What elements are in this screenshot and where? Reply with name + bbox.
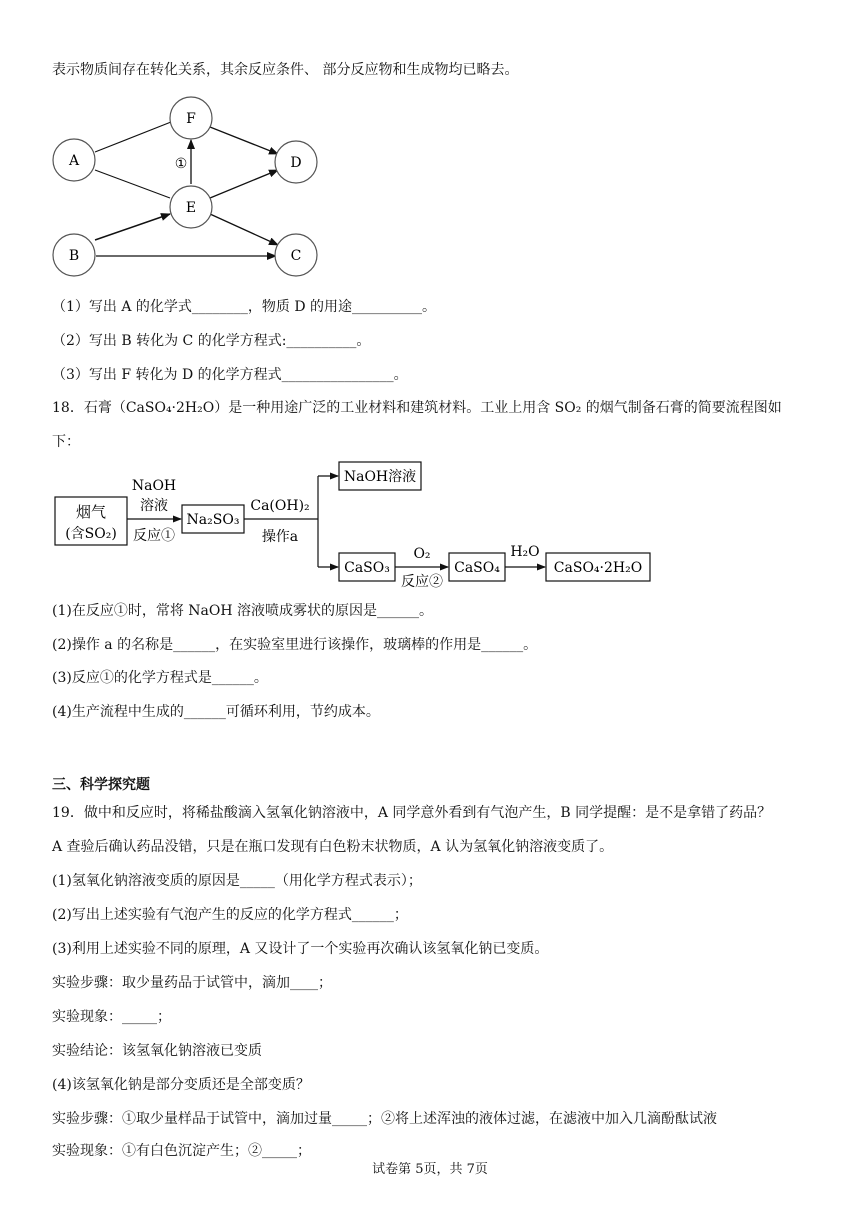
q17-sub2: （2）写出 B 转化为 C 的化学方程式:__________。 — [52, 333, 371, 349]
node-f-label: F — [186, 111, 196, 127]
q19-sub1: (1)氢氧化钠溶液变质的原因是_____（用化学方程式表示）； — [52, 873, 422, 889]
box-flue-gas-label-1: 烟气 — [75, 503, 107, 521]
q19-line1: 19．做中和反应时，将稀盐酸滴入氢氧化钠溶液中，A 同学意外看到有气泡产生，B 同学提醒：是不是拿错了药品？ — [52, 805, 772, 821]
caoh2-label: Ca(OH)₂ — [250, 498, 310, 514]
box-caso3-label: CaSO₃ — [344, 560, 390, 576]
arrow-e-c — [210, 214, 278, 245]
q19-sub2: (2)写出上述实验有气泡产生的反应的化学方程式______； — [52, 907, 408, 923]
arrow-b-e — [95, 214, 170, 240]
arrow-e-d — [210, 170, 278, 198]
box-na2so3-label: Na₂SO₃ — [186, 512, 240, 528]
q19-phenomenon: 实验现象：_____； — [52, 1009, 171, 1025]
reaction1-label: 反应① — [133, 528, 175, 544]
step-label: ① — [174, 156, 188, 172]
q19-step2: 实验步骤：①取少量样品于试管中，滴加过量_____；②将上述浑浊的液体过滤，在滤液中加入几滴酚酞试液 — [52, 1111, 717, 1127]
q18-process-flow — [48, 455, 668, 595]
box-caso4-label: CaSO₄ — [454, 560, 500, 576]
box-gypsum-label: CaSO₄·2H₂O — [553, 560, 643, 576]
q18-line1: 18．石膏（CaSO₄·2H₂O）是一种用途广泛的工业材料和建筑材料。工业上用含 SO₂ 的烟气制备石膏的简要流程图如 — [52, 400, 782, 416]
q18-line2: 下： — [52, 434, 80, 450]
operation-a-label: 操作a — [261, 529, 299, 545]
q18-sub1: (1)在反应①时，常将 NaOH 溶液喷成雾状的原因是______。 — [52, 603, 434, 619]
q19-sub3: (3)利用上述实验不同的原理，A 又设计了一个实验再次确认该氢氧化钠已变质。 — [52, 941, 549, 957]
q17-sub3: （3）写出 F 转化为 D 的化学方程式________________。 — [52, 367, 408, 383]
node-d-label: D — [290, 155, 302, 171]
edge-a-f — [95, 122, 171, 152]
arrow-f-d — [210, 127, 278, 154]
naoh-top-2: 溶液 — [140, 498, 168, 514]
q19-phenomenon2: 实验现象：①有白色沉淀产生；②_____； — [52, 1143, 311, 1159]
q18-sub4: (4)生产流程中生成的______可循环利用，节约成本。 — [52, 704, 380, 720]
box-naoh-solution-label: NaOH溶液 — [343, 469, 417, 485]
edge-a-e — [95, 170, 170, 198]
reaction2-label: 反应② — [401, 574, 443, 590]
q18-sub2: (2)操作 a 的名称是______，在实验室里进行该操作，玻璃棒的作用是______。 — [52, 637, 538, 653]
q19-sub4: (4)该氢氧化钠是部分变质还是全部变质？ — [52, 1077, 310, 1093]
naoh-top-1: NaOH — [131, 478, 177, 494]
node-b-label: B — [68, 248, 80, 264]
q17-sub1: （1）写出 A 的化学式________，物质 D 的用途__________。 — [52, 299, 437, 315]
q17-intro: 表示物质间存在转化关系，其余反应条件、 部分反应物和生成物均已略去。 — [52, 62, 519, 78]
node-c-label: C — [290, 248, 302, 264]
node-a-label: A — [68, 153, 80, 169]
o2-label: O₂ — [413, 546, 431, 562]
q19-line2: A 查验后确认药品没错，只是在瓶口发现有白色粉末状物质，A 认为氢氧化钠溶液变质了。 — [52, 839, 614, 855]
h2o-label: H₂O — [510, 544, 540, 560]
section-heading: 三、科学探究题 — [52, 777, 150, 793]
box-flue-gas-label-2: (含SO₂) — [65, 526, 117, 542]
q17-conversion-diagram — [40, 90, 340, 290]
node-e-label: E — [185, 200, 197, 216]
q19-step: 实验步骤：取少量药品于试管中，滴加____； — [52, 975, 332, 991]
q19-conclusion: 实验结论：该氢氧化钠溶液已变质 — [52, 1043, 262, 1059]
q18-sub3: (3)反应①的化学方程式是______。 — [52, 670, 268, 686]
page-footer: 试卷第 5页，共 7页 — [372, 1162, 488, 1177]
